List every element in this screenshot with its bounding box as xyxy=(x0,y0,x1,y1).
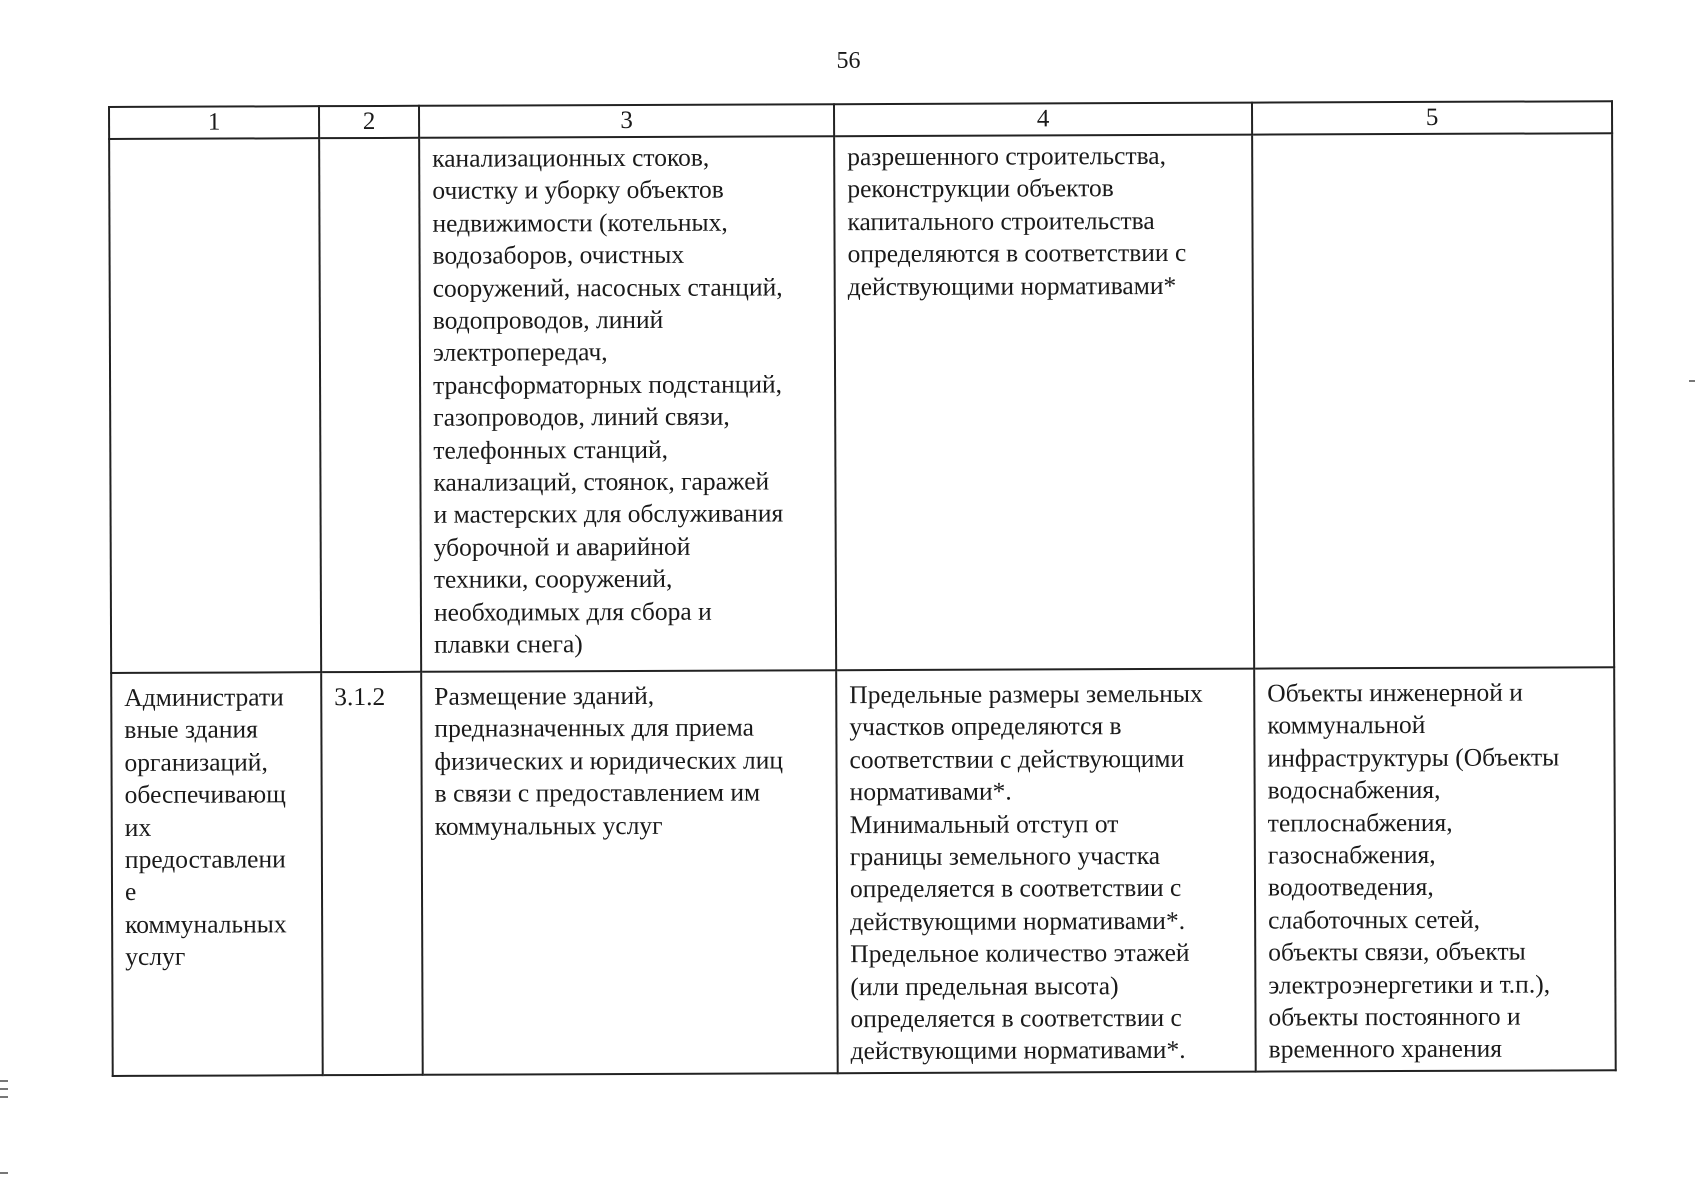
row2-description: Размещение зданий, предназначенных для приема физических и юридических лиц в связи с предоставлением им коммунальных услуг xyxy=(421,670,838,1074)
table-row xyxy=(109,133,1614,673)
page-number: 56 xyxy=(836,48,861,74)
scan-artifact-mark xyxy=(0,1096,8,1098)
column-header-5: 5 xyxy=(1252,101,1612,134)
scan-artifact-mark xyxy=(0,1088,8,1090)
row1-land-use-type xyxy=(109,138,321,673)
row2-land-use-type: Администрати вные здания организаций, обеспечивающ их предоставлени е коммунальных услуг xyxy=(111,672,323,1076)
column-header-1: 1 xyxy=(109,106,319,139)
row2-auxiliary-uses: Объекты инженерной и коммунальной инфраструктуры (Объекты водоснабжения, теплоснабжения, газоснабжения, водоотведения, слаботочных сетей, объекты связи, объекты электроэнергетики и т.п.), объекты постоянного и временного хранения xyxy=(1254,667,1616,1071)
row1-code xyxy=(319,138,421,672)
column-header-4: 4 xyxy=(834,103,1252,137)
row1-parameters: разрешенного строительства, реконструкции объектов капитального строительства определяются в соответствии с действующими нормативами* xyxy=(834,135,1254,671)
row1-auxiliary-uses xyxy=(1252,133,1614,668)
scan-artifact-mark xyxy=(1689,380,1695,382)
scan-artifact-mark xyxy=(0,1080,8,1082)
scan-artifact-mark xyxy=(0,1172,8,1174)
row2-code: 3.1.2 xyxy=(321,672,423,1075)
row1-description: канализационных стоков, очистку и уборку объектов недвижимости (котельных, водозаборов, очистных сооружений, насосных станций, водопроводов, линий электропередач, трансформаторных подстанций, газопроводов, линий связи, телефонных станций, канализаций, стоянок, гаражей и мастерских для обслуживания уборочной и аварийной техники, сооружений, необходимых для сбора и плавки снега) xyxy=(419,136,836,672)
column-header-2: 2 xyxy=(319,106,419,138)
table-row xyxy=(111,667,1616,1076)
regulations-table xyxy=(108,100,1617,1077)
column-header-3: 3 xyxy=(419,104,834,138)
row2-parameters: Предельные размеры земельных участков определяются в соответствии с действующими нормативами*. Минимальный отступ от границы земельного участка определяется в соответствии с действующими нормативами*. Предельное количество этажей (или предельная высота) определяется в соответствии с действующими нормативами*. xyxy=(836,669,1256,1073)
